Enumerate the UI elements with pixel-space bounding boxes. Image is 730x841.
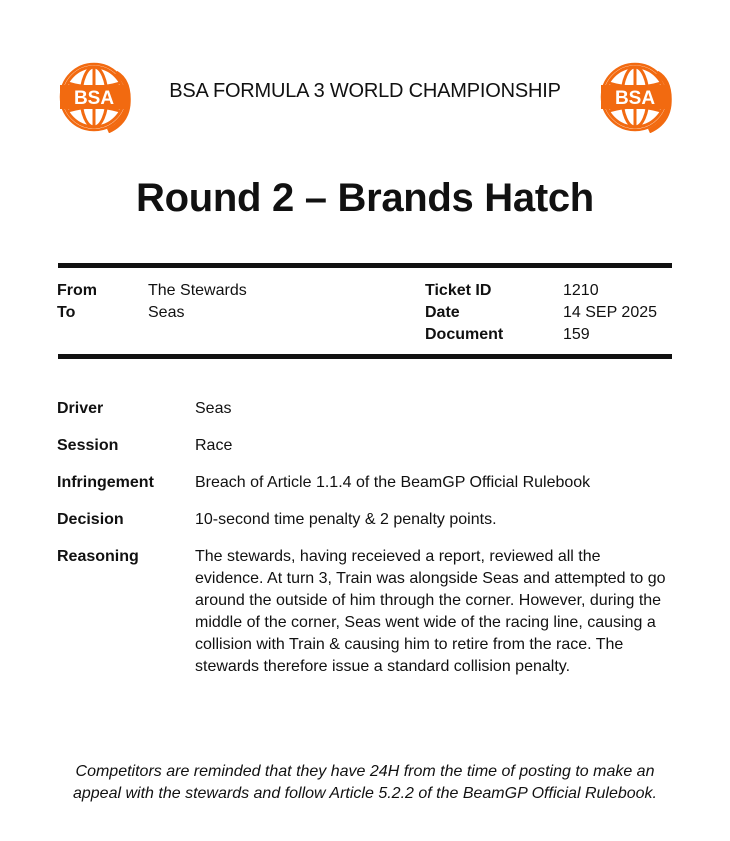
field-row-reasoning (57, 546, 673, 678)
championship-title: BSA FORMULA 3 WORLD CHAMPIONSHIP (169, 80, 561, 102)
document-value: 159 (563, 326, 590, 343)
field-label: Driver (57, 400, 104, 417)
top-divider (58, 263, 672, 268)
field-row-driver (57, 398, 673, 420)
field-value: The stewards, having receieved a report, reviewed all the evidence. At turn 3, Train was alongside Seas and attempted to go around the outside of him through the corner. However, during the middle of the corner, Seas went wide of the racing line, causing a collision with Train & causing him to retire from the race. The stewards therefore issue a standard collision penalty. (195, 548, 666, 675)
field-value: Race (195, 437, 233, 454)
document-label: Document (425, 326, 504, 343)
date-value: 14 SEP 2025 (563, 304, 658, 321)
field-label: Reasoning (57, 548, 139, 565)
decision-fields (57, 398, 673, 693)
svg-text:BSA: BSA (614, 88, 656, 109)
meta-values-left (148, 280, 368, 324)
field-label: Infringement (57, 474, 154, 491)
field-label: Session (57, 437, 119, 454)
svg-text:BSA: BSA (73, 88, 115, 109)
field-row-decision (57, 509, 673, 531)
field-value: 10-second time penalty & 2 penalty points. (195, 511, 497, 528)
field-label: Decision (57, 511, 124, 528)
from-value: The Stewards (148, 282, 247, 299)
to-value: Seas (148, 304, 185, 321)
meta-labels-right (425, 280, 545, 346)
field-value: Breach of Article 1.1.4 of the BeamGP Official Rulebook (195, 474, 591, 491)
date-label: Date (425, 304, 460, 321)
bsa-globe-icon (597, 61, 673, 133)
field-row-infringement (57, 472, 673, 494)
appeal-footnote: Competitors are reminded that they have 24H from the time of posting to make an appeal with the stewards and follow Article 5.2.2 of the BeamGP Official Rulebook. (72, 763, 657, 802)
ticket-id-value: 1210 (563, 282, 599, 299)
from-label: From (57, 282, 97, 299)
to-label: To (57, 304, 76, 321)
ticket-id-label: Ticket ID (425, 282, 492, 299)
field-row-session (57, 435, 673, 457)
meta-values-right (563, 280, 673, 346)
field-value: Seas (195, 400, 232, 417)
meta-labels-left (57, 280, 137, 324)
bottom-divider (58, 354, 672, 359)
page-title: Round 2 – Brands Hatch (136, 176, 594, 220)
bsa-logo-right (597, 61, 673, 138)
